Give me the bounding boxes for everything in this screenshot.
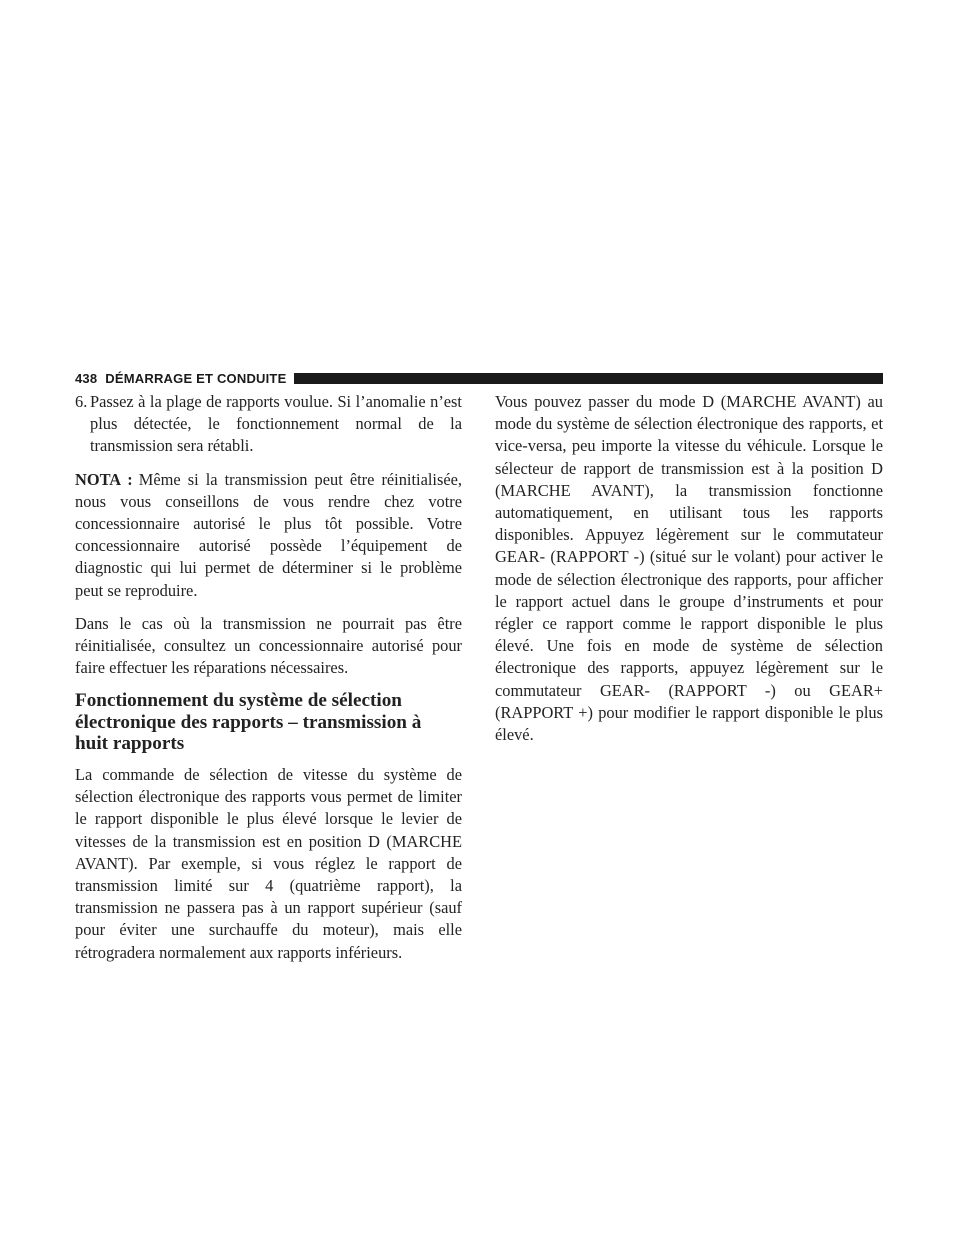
step-6 (75, 391, 462, 458)
subheading-line-3: huit rapports (75, 733, 185, 755)
mode-paragraph: Vous pouvez passer du mode D (MARCHE AVANT) au mode du système de sélection électronique des rapports, et vice-versa, peu importe la vitesse du véhicule. Lorsque le sélecteur de rapport de transmission est à la position D (MARCHE AVANT), la transmission fonctionne automatiquement, en utilisant tous les rapports disponibles. Appuyez légèrement sur le commutateur GEAR- (RAPPORT -) (situé sur le volant) pour activer le mode de sélection électronique des rapports, pour afficher le rapport actuel dans le groupe d’instruments et pour régler ce rapport comme le rapport disponible le plus élevé. Une fois en mode de système de sélection électronique des rapports, appuyez légèrement sur le commutateur GEAR- (RAPPORT -) ou GEAR+ (RAPPORT +) pour modifier le rapport disponible le plus élevé. (495, 392, 883, 745)
page-number: 438 (75, 370, 98, 386)
note-paragraph (75, 469, 462, 602)
note-label: NOTA : (75, 469, 133, 489)
header-rule (294, 373, 883, 384)
section-subheading (75, 690, 462, 755)
step-number: 6. (75, 392, 88, 411)
step-text: Passez à la plage de rapports voulue. Si l’anomalie n’est plus détectée, le fonctionnement normal de la transmission sera rétabli. (90, 392, 462, 456)
section-title: DÉMARRAGE ET CONDUITE (105, 370, 287, 386)
page-header (75, 369, 883, 387)
reset-paragraph: Dans le cas où la transmission ne pourrait pas être réinitialisée, consultez un concessionnaire autorisé pour faire effectuer les réparations nécessaires. (75, 613, 462, 678)
note-text: Même si la transmission peut être réinitialisée, nous vous conseillons de vous rendre chez votre concessionnaire autorisé le plus tôt possible. Votre concessionnaire autorisé possède l’équipement de diagnostic qui lui permet de déterminer si le problème peut se reproduire. (75, 469, 462, 600)
subheading-line-1: Fonctionnement du système de sélection (75, 690, 402, 712)
right-column (495, 391, 883, 757)
subheading-line-2: électronique des rapports – transmission à (75, 711, 422, 733)
command-paragraph: La commande de sélection de vitesse du système de sélection électronique des rapports vous permet de limiter le rapport disponible le plus élevé lorsque le levier de vitesses de la transmission est en position D (MARCHE AVANT). Par exemple, si vous réglez le rapport de transmission limité sur 4 (quatrième rapport), la transmission ne passera pas à un rapport supérieur (sauf pour éviter une surchauffe du moteur), mais elle rétrogradera normalement aux rapports inférieurs. (75, 764, 462, 962)
left-column (75, 391, 462, 975)
